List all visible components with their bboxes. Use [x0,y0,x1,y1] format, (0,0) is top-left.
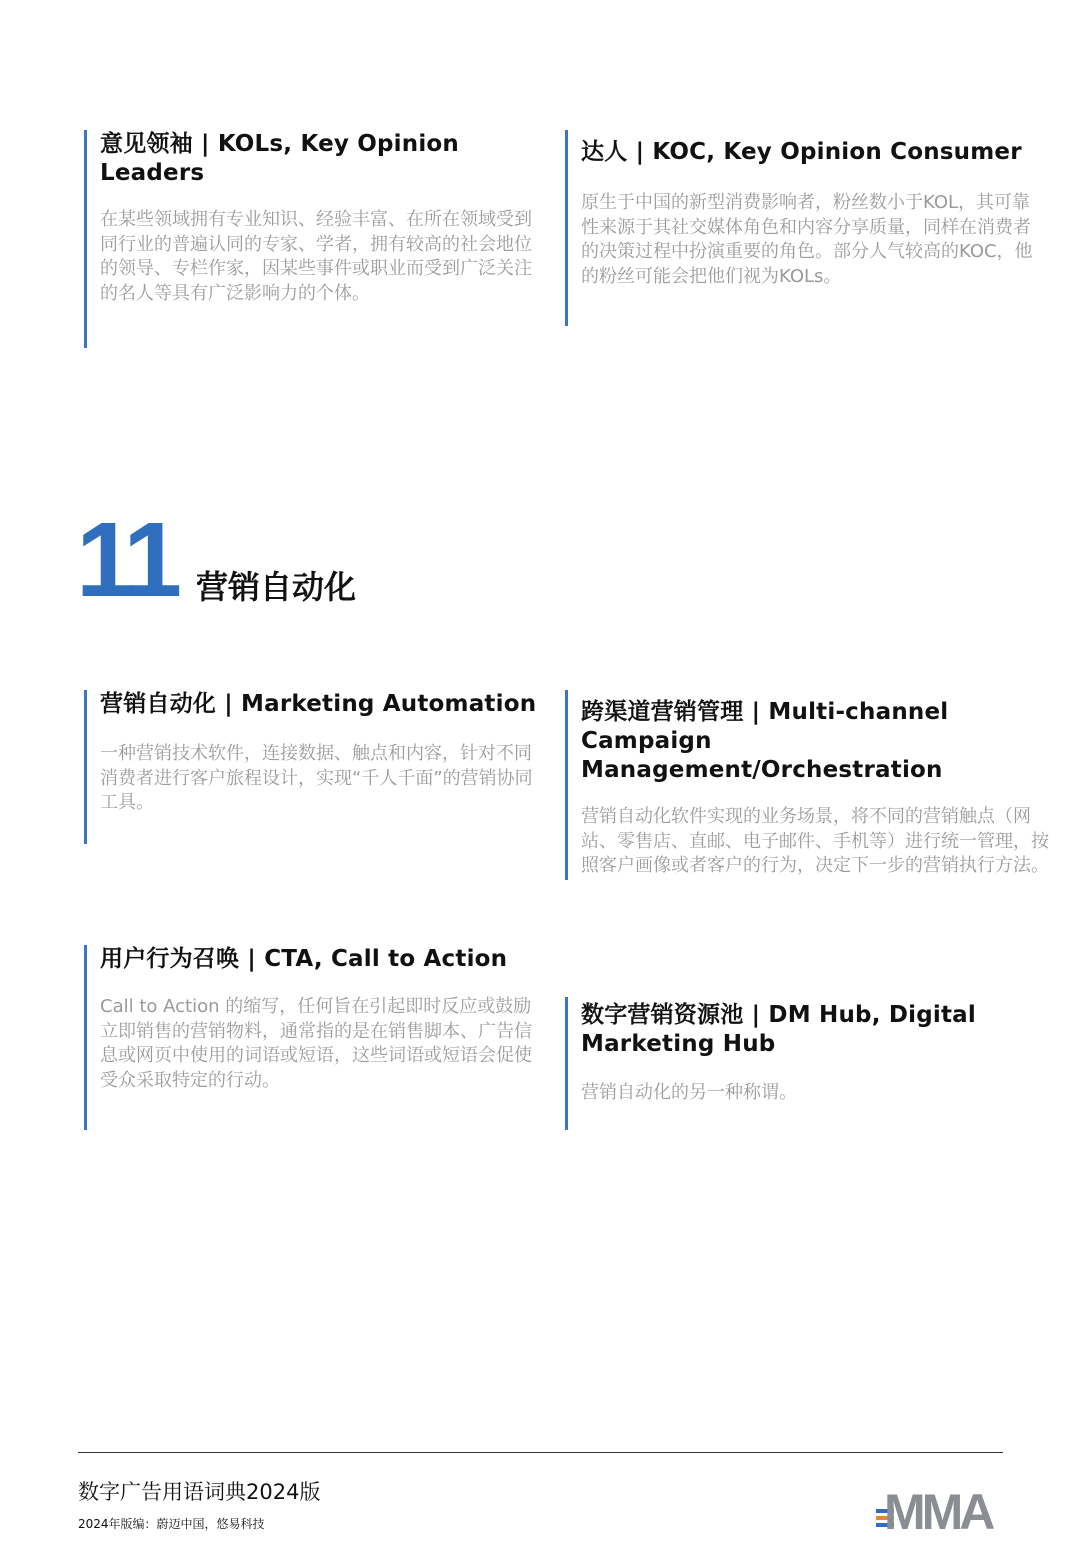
term-card-kols [84,130,534,348]
term-title: 数字营销资源池 | DM Hub, Digital Marketing Hub [581,1002,976,1057]
term-card-cta [84,945,549,1130]
term-description: 营销自动化的另一种称谓。 [581,1082,797,1103]
term-description: 营销自动化软件实现的业务场景，将不同的营销触点（网站、零售店、直邮、电子邮件、手机等）进行统一管理，按照客户画像或者客户的行为，决定下一步的营销执行方法。 [581,806,1049,876]
term-description: Call to Action 的缩写，任何旨在引起即时反应或鼓励立即销售的营销物料，通常指的是在销售脚本、广告信息或网页中使用的词语或短语，这些词语或短语会促使受众采取特定的行动。 [100,996,532,1091]
footer-subtitle: 2024年版编：蔚迈中国，悠易科技 [78,1517,265,1531]
footer-divider [78,1452,1003,1453]
term-title: 营销自动化 | Marketing Automation [100,691,537,717]
term-title: 达人 | KOC, Key Opinion Consumer [581,139,1022,165]
term-title: 跨渠道营销管理 | Multi-channel Campaign Management/Orchestration [581,699,949,783]
footer-title: 数字广告用语词典2024版 [78,1480,321,1504]
term-card-koc [565,130,1035,326]
mma-logo [876,1487,1018,1531]
term-description: 一种营销技术软件，连接数据、触点和内容，针对不同消费者进行客户旅程设计，实现“千人千面”的营销协同工具。 [100,743,533,813]
term-card-dm-hub [565,997,1035,1130]
term-description: 原生于中国的新型消费影响者，粉丝数小于KOL，其可靠性来源于其社交媒体角色和内容分享质量，同样在消费者的决策过程中扮演重要的角色。部分人气较高的KOC，他的粉丝可能会把他们视为KOLs。 [581,192,1033,287]
term-description: 在某些领域拥有专业知识、经验丰富、在所在领域受到同行业的普遍认同的专家、学者，拥有较高的社会地位的领导、专栏作家，因某些事件或职业而受到广泛关注的名人等具有广泛影响力的个体。 [100,209,532,304]
section-number: 11 [76,501,177,619]
term-title: 用户行为召唤 | CTA, Call to Action [100,946,508,972]
term-card-marketing-automation [84,690,549,844]
term-card-multichannel-campaign [565,690,1065,880]
term-title: 意见领袖 | KOLs, Key Opinion Leaders [100,131,459,186]
section-title: 营销自动化 [196,568,357,606]
logo-text: MMA [884,1487,992,1531]
